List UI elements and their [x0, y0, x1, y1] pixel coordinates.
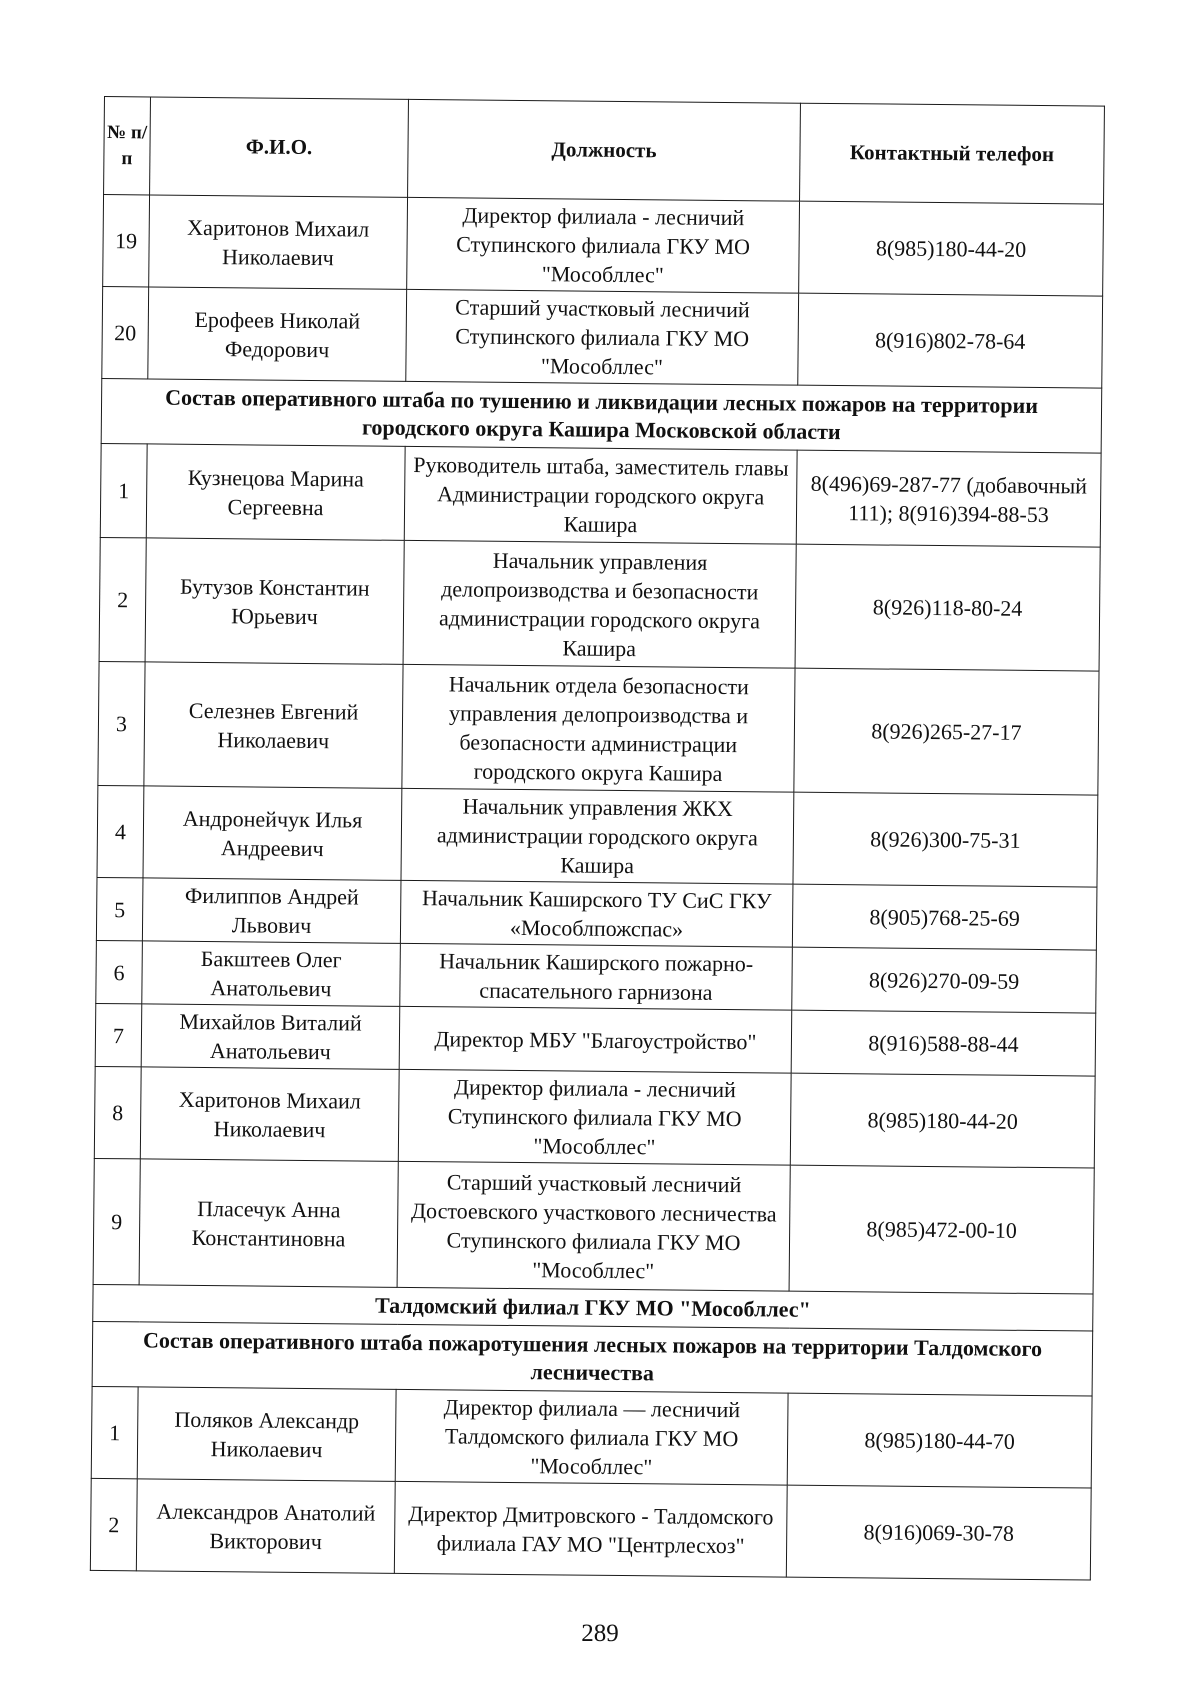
table-row: [91, 1386, 1092, 1488]
person-position: Начальник отдела безопасности управления делопроизводства и безопасности администрации городского округа Кашира: [402, 664, 795, 792]
person-name: Александров Анатолий Викторович: [136, 1479, 395, 1573]
row-number: 3: [98, 661, 145, 785]
header-number: № п/ п: [104, 97, 151, 195]
row-number: 6: [96, 940, 143, 1003]
contact-phone: 8(926)118-80-24: [795, 544, 1100, 671]
table-row: [96, 940, 1097, 1013]
row-number: 8: [94, 1066, 141, 1158]
person-position: Директор Дмитровского - Талдомского филиала ГАУ МО "Центрлесхоз": [394, 1481, 787, 1577]
person-position: Старший участковый лесничий Ступинского филиала ГКУ МО "Мособллес": [406, 289, 799, 385]
contact-phone: 8(926)265-27-17: [794, 668, 1099, 795]
row-number: 2: [99, 537, 146, 661]
row-number: 1: [91, 1386, 138, 1478]
person-position: Начальник Каширского ТУ СиС ГКУ «Мособлпожспас»: [400, 880, 793, 947]
table-body: [90, 195, 1103, 1581]
person-position: Директор филиала - лесничий Ступинского филиала ГКУ МО "Мособллес": [398, 1069, 791, 1165]
person-name: Филиппов Андрей Львович: [142, 878, 401, 943]
document-page: [90, 96, 1104, 1581]
section-title-row: [101, 378, 1102, 453]
person-name: Ерофеев Николай Федорович: [148, 287, 407, 381]
person-name: Селезнев Евгений Николаевич: [144, 662, 403, 788]
contact-phone: 8(985)180-44-20: [790, 1073, 1095, 1168]
person-name: Бутузов Константин Юрьевич: [145, 538, 404, 664]
person-name: Андронейчук Илья Андреевич: [143, 786, 402, 880]
person-name: Михайлов Виталий Анатольевич: [141, 1004, 400, 1069]
row-number: 9: [93, 1158, 140, 1284]
table-row: [96, 877, 1097, 950]
table-row: [94, 1066, 1095, 1168]
table-row: [103, 195, 1104, 297]
person-name: Поляков Александр Николаевич: [137, 1387, 396, 1481]
row-number: 5: [96, 877, 143, 940]
header-phone: Контактный телефон: [800, 103, 1105, 204]
person-position: Начальник управления ЖКХ администрации городского округа Кашира: [401, 788, 794, 884]
row-number: 7: [95, 1003, 142, 1066]
table-row: [98, 661, 1099, 795]
row-number: 20: [102, 286, 149, 378]
person-position: Директор филиала - лесничий Ступинского филиала ГКУ МО "Мособллес": [407, 197, 800, 293]
table-row: [90, 1478, 1091, 1580]
contact-phone: 8(926)270-09-59: [792, 947, 1097, 1013]
contact-phone: 8(496)69-287-77 (добавочный 111); 8(916)394-88-53: [796, 450, 1101, 547]
section-title-row: [92, 1321, 1093, 1396]
row-number: 2: [90, 1478, 137, 1570]
person-name: Кузнецова Марина Сергеевна: [146, 444, 405, 540]
contact-phone: 8(916)802-78-64: [798, 293, 1103, 388]
row-number: 1: [100, 443, 147, 537]
person-position: Директор МБУ "Благоустройство": [399, 1006, 792, 1073]
contact-phone: 8(916)588-88-44: [791, 1010, 1096, 1076]
table-row: [102, 286, 1103, 388]
contact-phone: 8(985)180-44-20: [799, 201, 1104, 296]
contacts-table: [90, 96, 1105, 1581]
person-position: Директор филиала — лесничий Талдомского филиала ГКУ МО "Мособллес": [395, 1389, 788, 1485]
section-title: Состав оперативного штаба по тушению и ликвидации лесных пожаров на территории городского округа Кашира Московской области: [101, 378, 1102, 453]
table-row: [93, 1158, 1094, 1294]
contact-phone: 8(905)768-25-69: [792, 884, 1097, 950]
row-number: 19: [103, 195, 150, 287]
person-name: Харитонов Михаил Николаевич: [140, 1067, 399, 1161]
person-name: Бакштеев Олег Анатольевич: [142, 941, 401, 1006]
contact-phone: 8(985)180-44-70: [787, 1393, 1092, 1488]
table-row: [99, 537, 1100, 671]
section-title: Талдомский филиал ГКУ МО "Мособллес": [93, 1284, 1093, 1331]
contact-phone: 8(916)069-30-78: [786, 1485, 1091, 1580]
table-header-row: [104, 97, 1105, 205]
header-position: Должность: [408, 99, 801, 201]
person-position: Начальник управления делопроизводства и безопасности администрации городского округа Кашира: [403, 540, 796, 668]
person-name: Харитонов Михаил Николаевич: [149, 195, 408, 289]
contact-phone: 8(985)472-00-10: [789, 1165, 1094, 1294]
page-number: 289: [581, 1620, 619, 1647]
person-position: Начальник Каширского пожарно-спасательного гарнизона: [400, 943, 793, 1010]
contact-phone: 8(926)300-75-31: [793, 792, 1098, 887]
section-title: Состав оперативного штаба пожаротушения лесных пожаров на территории Талдомского лесничества: [92, 1321, 1093, 1396]
table-row: [100, 443, 1101, 547]
person-position: Старший участковый лесничий Достоевского участкового лесничества Ступинского филиала ГКУ МО "Мособллес": [397, 1161, 790, 1291]
table-row: [95, 1003, 1096, 1076]
header-name: Ф.И.О.: [150, 97, 409, 197]
row-number: 4: [97, 785, 144, 877]
person-position: Руководитель штаба, заместитель главы Администрации городского округа Кашира: [404, 446, 797, 544]
table-row: [97, 785, 1098, 887]
person-name: Пласечук Анна Константиновна: [139, 1159, 398, 1287]
